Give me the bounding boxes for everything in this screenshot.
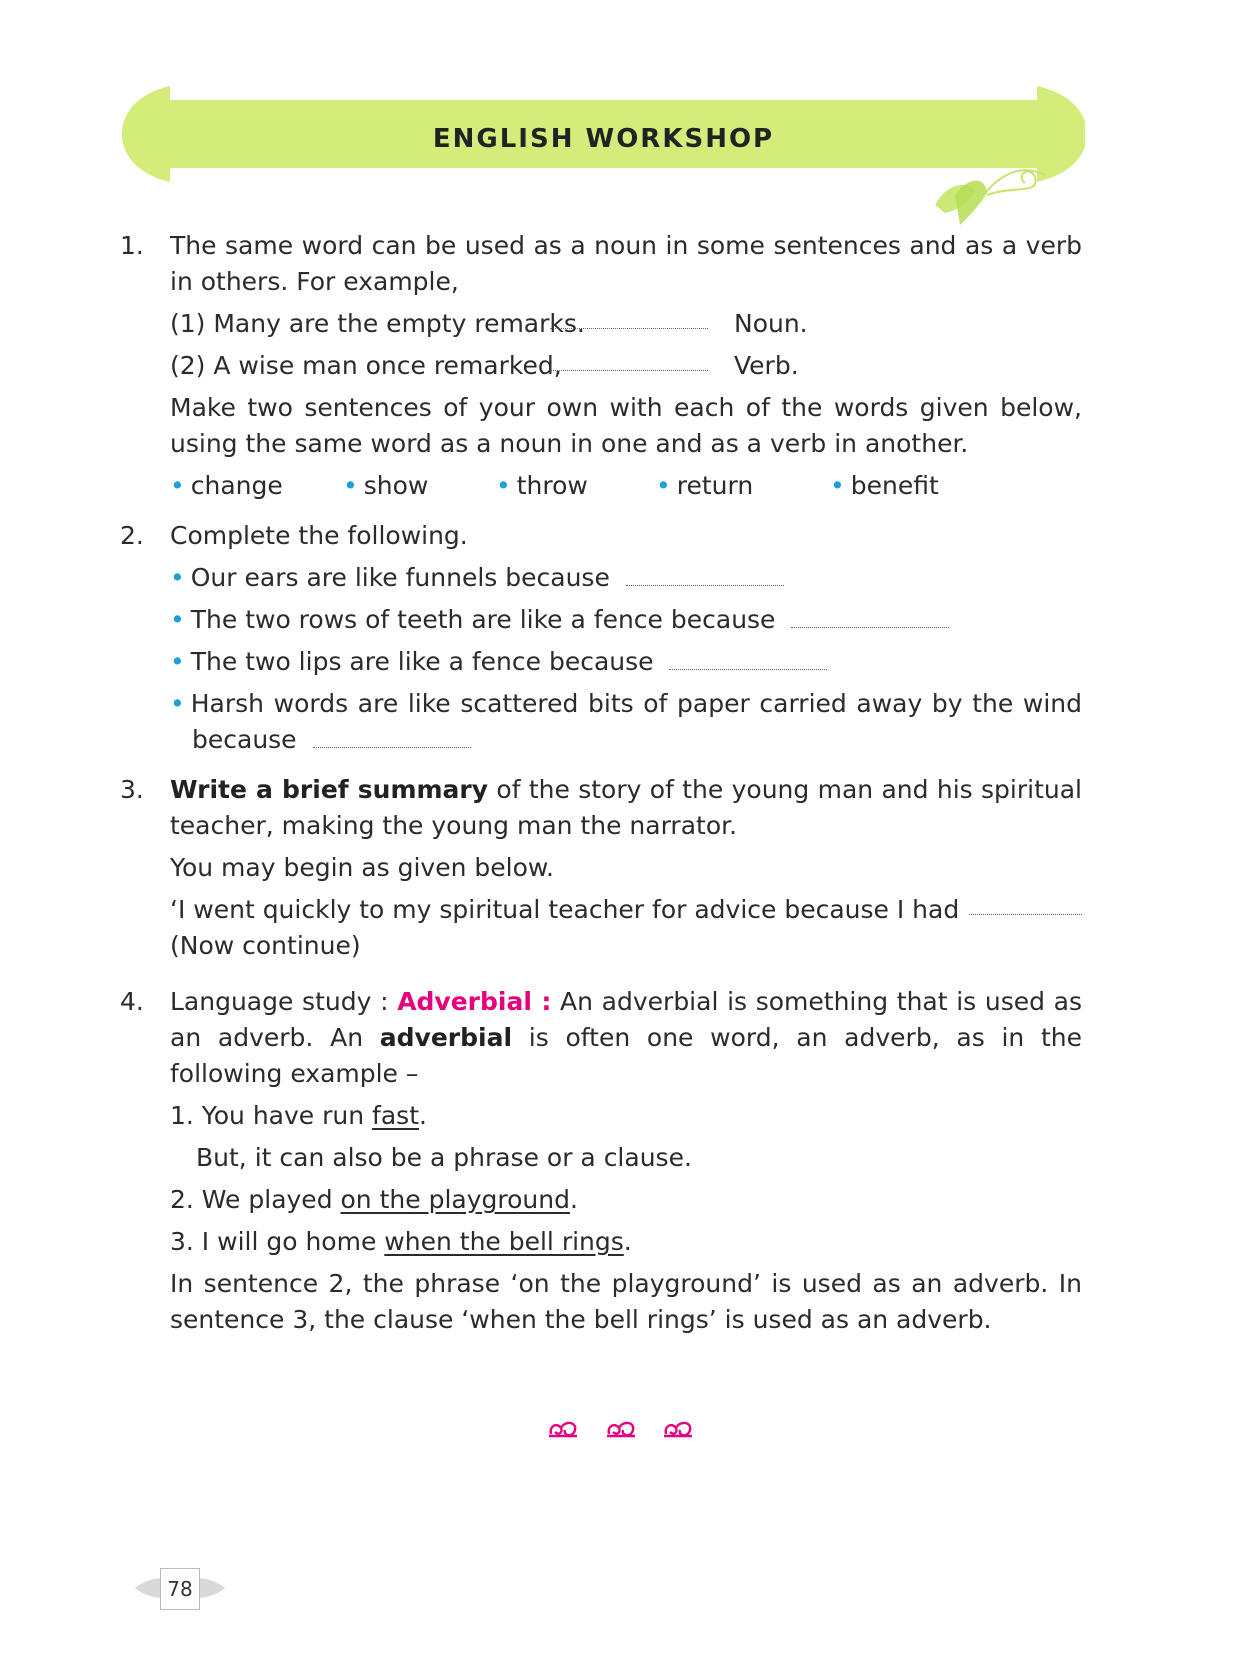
blank-line: [791, 605, 949, 628]
bullet-icon: •: [170, 605, 185, 634]
q1-example-1: [170, 306, 1082, 342]
q3-continue: (Now continue): [170, 931, 361, 960]
list-item: • throw: [496, 471, 588, 500]
list-item: • return: [656, 471, 754, 500]
example-text: (2) A wise man once remarked,: [170, 351, 562, 380]
blank-line: [626, 563, 784, 586]
q4-definition: Language study : Adverbial : An adverbial is something that is used as an adverb. An adverbial is often one word, an adverb, as in the following example –: [170, 987, 1083, 1088]
question-number: 3.: [120, 775, 144, 804]
q4-example-2: 2. We played on the playground.: [170, 1185, 578, 1214]
bullet-icon: •: [170, 647, 185, 676]
question-number: 4.: [120, 987, 144, 1016]
bullet-icon: •: [830, 471, 845, 500]
list-item: • benefit: [830, 471, 939, 500]
list-item: • Our ears are like funnels because: [170, 560, 1082, 596]
page-title: ENGLISH WORKSHOP: [432, 124, 775, 154]
bullet-icon: •: [170, 471, 185, 500]
blank-line: [313, 725, 471, 748]
q4-example-3: 3. I will go home when the bell rings.: [170, 1227, 632, 1256]
page-number: 78: [160, 1568, 200, 1610]
question-2: [120, 518, 1082, 758]
q2-intro: Complete the following.: [170, 521, 468, 550]
ornament-icon: [662, 1418, 694, 1444]
question-3: [120, 772, 1082, 964]
q4-note: But, it can also be a phrase or a clause.: [196, 1143, 692, 1172]
bullet-icon: •: [496, 471, 511, 500]
section-end-ornament: [0, 1418, 1241, 1444]
question-number: 2.: [120, 521, 144, 550]
blank-line: [669, 647, 827, 670]
q4-example-1: 1. You have run fast.: [170, 1101, 427, 1130]
list-item: • change: [170, 471, 283, 500]
list-item: • show: [343, 471, 429, 500]
q3-quote: ‘I went quickly to my spiritual teacher for advice because I had: [170, 892, 1082, 928]
blank-line: [969, 892, 1082, 915]
blank-line: [550, 348, 708, 371]
q1-instruction: Make two sentences of your own with each of the words given below, using the same word as a noun in one and as a verb in another.: [170, 393, 1082, 458]
q1-intro: The same word can be used as a noun in some sentences and as a verb in others. For example,: [170, 231, 1082, 296]
list-item: • Harsh words are like scattered bits of paper carried away by the wind because: [170, 689, 1082, 754]
q4-closing: In sentence 2, the phrase ‘on the playground’ is used as an adverb. In sentence 3, the clause ‘when the bell rings’ is used as an adverb.: [170, 1269, 1082, 1334]
workshop-content: [120, 228, 1082, 1338]
example-text: (1) Many are the empty remarks.: [170, 309, 585, 338]
q1-example-2: [170, 348, 1082, 384]
bullet-icon: •: [170, 563, 185, 592]
ornament-icon: [547, 1418, 579, 1444]
question-number: 1.: [120, 231, 144, 260]
bold-lead: Write a brief summary: [170, 775, 489, 804]
bullet-icon: •: [656, 471, 671, 500]
question-4: [120, 984, 1082, 1338]
blank-line: [550, 306, 708, 329]
list-item: • The two rows of teeth are like a fence because: [170, 602, 1082, 638]
butterfly-icon: [925, 165, 1075, 235]
bullet-icon: •: [343, 471, 358, 500]
ornament-icon: [605, 1418, 637, 1444]
list-item: • The two lips are like a fence because: [170, 644, 1082, 680]
bullet-icon: •: [170, 689, 185, 718]
example-label: Noun.: [734, 309, 808, 338]
question-1: [120, 228, 1082, 504]
word-list: [170, 468, 1082, 504]
q3-begin: You may begin as given below.: [170, 853, 554, 882]
example-label: Verb.: [734, 351, 799, 380]
q3-prompt: Write a brief summary of the story of the young man and his spiritual teacher, making the young man the narrator.: [170, 775, 1082, 840]
term-adverbial: Adverbial :: [397, 987, 552, 1016]
